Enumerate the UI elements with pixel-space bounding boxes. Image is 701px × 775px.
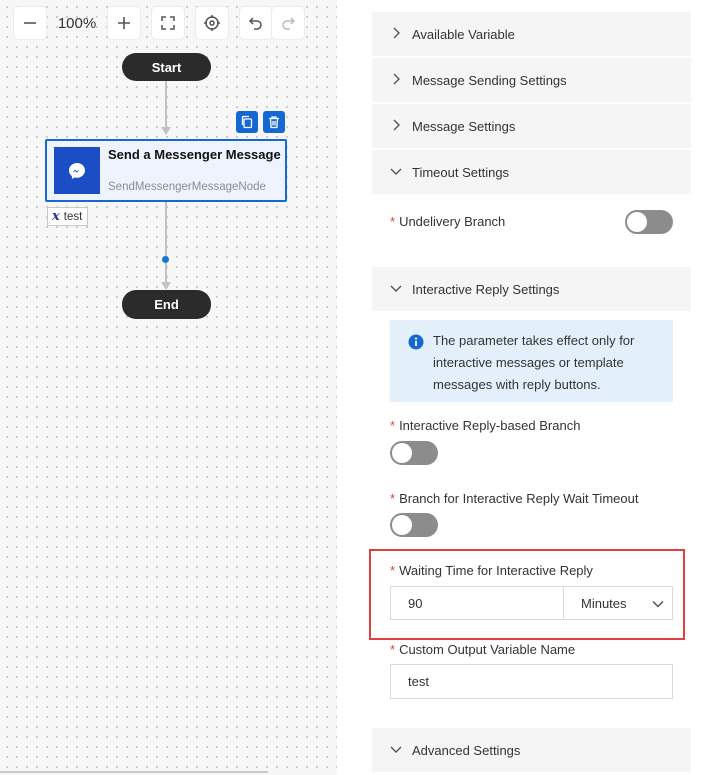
output-variable-input[interactable] bbox=[390, 664, 673, 699]
zoom-out-button[interactable] bbox=[14, 7, 46, 39]
select-value: Minutes bbox=[581, 595, 627, 611]
zoom-level: 100% bbox=[57, 14, 97, 32]
undelivery-branch-label: * Undelivery Branch bbox=[390, 214, 506, 229]
section-label: Available Variable bbox=[412, 26, 515, 42]
redo-icon bbox=[279, 14, 297, 32]
messenger-node[interactable] bbox=[45, 139, 287, 202]
panel-scrollbar-track bbox=[697, 0, 701, 775]
waiting-time-label: * Waiting Time for Interactive Reply bbox=[390, 563, 593, 578]
required-marker: * bbox=[390, 491, 396, 506]
waiting-time-unit-select[interactable] bbox=[563, 586, 673, 620]
chevron-right-icon bbox=[388, 25, 404, 41]
info-icon bbox=[408, 334, 424, 350]
connector-handle[interactable] bbox=[162, 256, 169, 263]
chevron-down-icon bbox=[388, 163, 404, 179]
waiting-time-input[interactable] bbox=[390, 586, 564, 620]
fit-screen-button[interactable] bbox=[152, 7, 184, 39]
variable-tag-label: test bbox=[63, 210, 83, 223]
connector-arrow bbox=[161, 127, 171, 135]
chevron-down-icon bbox=[388, 741, 404, 757]
node-subtitle: SendMessengerMessageNode bbox=[108, 181, 266, 193]
connector-line bbox=[165, 202, 167, 258]
copy-icon bbox=[240, 115, 254, 129]
required-marker: * bbox=[390, 214, 396, 229]
section-timeout-settings[interactable] bbox=[372, 150, 691, 194]
section-label: Interactive Reply Settings bbox=[412, 281, 560, 297]
info-alert bbox=[390, 320, 673, 402]
output-variable-label: * Custom Output Variable Name bbox=[390, 642, 576, 657]
flow-canvas[interactable] bbox=[0, 0, 337, 775]
node-title: Send a Messenger Message bbox=[108, 147, 281, 162]
trash-icon bbox=[267, 115, 281, 129]
undo-button[interactable] bbox=[240, 7, 272, 39]
canvas-toolbar bbox=[14, 7, 304, 39]
chevron-down-icon bbox=[388, 280, 404, 296]
required-marker: * bbox=[390, 642, 396, 657]
horizontal-scrollbar[interactable] bbox=[0, 771, 268, 773]
undelivery-branch-toggle[interactable] bbox=[625, 210, 673, 234]
end-node[interactable]: End bbox=[122, 290, 211, 319]
section-label: Timeout Settings bbox=[412, 164, 510, 180]
connector-line bbox=[165, 263, 167, 283]
section-label: Advanced Settings bbox=[412, 742, 521, 758]
required-marker: * bbox=[390, 418, 396, 433]
info-text: The parameter takes effect only for interactive messages or template messages with reply buttons. bbox=[433, 333, 635, 392]
chevron-down-icon bbox=[650, 596, 666, 612]
settings-panel bbox=[372, 0, 691, 775]
fit-screen-icon bbox=[159, 14, 177, 32]
redo-button[interactable] bbox=[272, 7, 304, 39]
zoom-in-button[interactable] bbox=[108, 7, 140, 39]
chevron-right-icon bbox=[388, 71, 404, 87]
section-advanced-settings[interactable] bbox=[372, 728, 691, 772]
section-label: Message Settings bbox=[412, 118, 516, 134]
crosshair-icon bbox=[203, 14, 221, 32]
connector-line bbox=[165, 81, 167, 131]
panel-divider bbox=[337, 0, 372, 775]
connector-arrow bbox=[161, 282, 171, 290]
messenger-icon bbox=[67, 161, 87, 181]
section-message-sending-settings[interactable] bbox=[372, 58, 691, 102]
node-icon-box bbox=[54, 147, 100, 194]
required-marker: * bbox=[390, 563, 396, 578]
undo-icon bbox=[247, 14, 265, 32]
section-message-settings[interactable] bbox=[372, 104, 691, 148]
copy-node-button[interactable] bbox=[236, 111, 258, 133]
chevron-right-icon bbox=[388, 117, 404, 133]
wait-timeout-branch-toggle[interactable] bbox=[390, 513, 438, 537]
delete-node-button[interactable] bbox=[263, 111, 285, 133]
reply-branch-label: * Interactive Reply-based Branch bbox=[390, 418, 581, 433]
locate-button[interactable] bbox=[196, 7, 228, 39]
variable-tag[interactable] bbox=[47, 207, 88, 226]
reply-branch-toggle[interactable] bbox=[390, 441, 438, 465]
wait-timeout-branch-label: * Branch for Interactive Reply Wait Timeout bbox=[390, 491, 639, 506]
section-interactive-reply-settings[interactable] bbox=[372, 267, 691, 311]
plus-icon bbox=[115, 14, 133, 32]
variable-icon: x bbox=[52, 209, 60, 224]
section-available-variable[interactable] bbox=[372, 12, 691, 56]
start-node[interactable]: Start bbox=[122, 53, 211, 81]
minus-icon bbox=[21, 14, 39, 32]
section-label: Message Sending Settings bbox=[412, 72, 567, 88]
